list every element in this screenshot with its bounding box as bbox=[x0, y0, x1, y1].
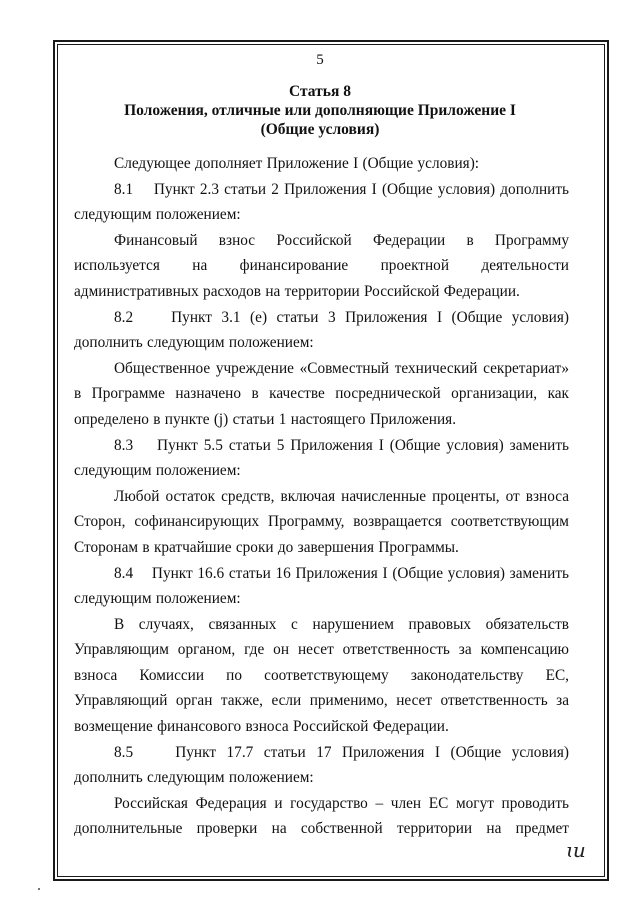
clause-8-4-text-paragraph: В случаях, связанных с нарушением правовых обязательств Управляющим органом, где он несет ответственность за компенсацию взноса Комиссии по соответствующему законодательству ЕС, Управляющий орган также, если применимо, несет ответственность за возмещение финансового взноса Российской Федерации. bbox=[74, 615, 569, 736]
article-subtitle-line1: Положения, отличные или дополняющие Приложение I bbox=[124, 102, 516, 119]
clause-8-3-text-paragraph: Любой остаток средств, включая начисленные проценты, от взноса Сторон, софинансирующих Программу, возвращается соответствующим Сторонам в кратчайшие сроки до завершения Программы. bbox=[74, 487, 569, 556]
article-subtitle-line2: (Общие условия) bbox=[260, 121, 380, 138]
initials-signature: ɩи bbox=[566, 838, 585, 862]
clause-8-5-text-paragraph: Российская Федерация и государство – член ЕС могут проводить дополнительные проверки на собственной территории на предмет bbox=[74, 794, 569, 838]
clause-8-3-paragraph: 8.3 Пункт 5.5 статьи 5 Приложения I (Общие условия) заменить следующим положением: bbox=[74, 436, 569, 480]
article-title: Статья 8 bbox=[289, 83, 351, 100]
clause-8-4-paragraph: 8.4 Пункт 16.6 статьи 16 Приложения I (Общие условия) заменить следующим положением: bbox=[74, 564, 569, 608]
clause-8-1-paragraph: 8.1 Пункт 2.3 статьи 2 Приложения I (Общие условия) дополнить следующим положением: bbox=[74, 180, 569, 224]
page-number: 5 bbox=[316, 52, 324, 68]
clause-8-5-paragraph: 8.5 Пункт 17.7 статьи 17 Приложения I (Общие условия) дополнить следующим положением: bbox=[74, 743, 569, 787]
clause-8-2-paragraph: 8.2 Пункт 3.1 (е) статьи 3 Приложения I (Общие условия) дополнить следующим положением: bbox=[74, 308, 569, 352]
intro-paragraph: Следующее дополняет Приложение I (Общие условия): bbox=[114, 155, 480, 172]
document-body bbox=[74, 151, 569, 842]
scan-speck bbox=[38, 888, 40, 890]
clause-8-2-text-paragraph: Общественное учреждение «Совместный технический секретариат» в Программе назначено в качестве посреднической организации, как определено в пункте (j) статьи 1 настоящего Приложения. bbox=[74, 359, 569, 428]
clause-8-1-text-paragraph: Финансовый взнос Российской Федерации в Программу используется на финансирование проектной деятельности административных расходов на территории Российской Федерации. bbox=[74, 231, 569, 300]
